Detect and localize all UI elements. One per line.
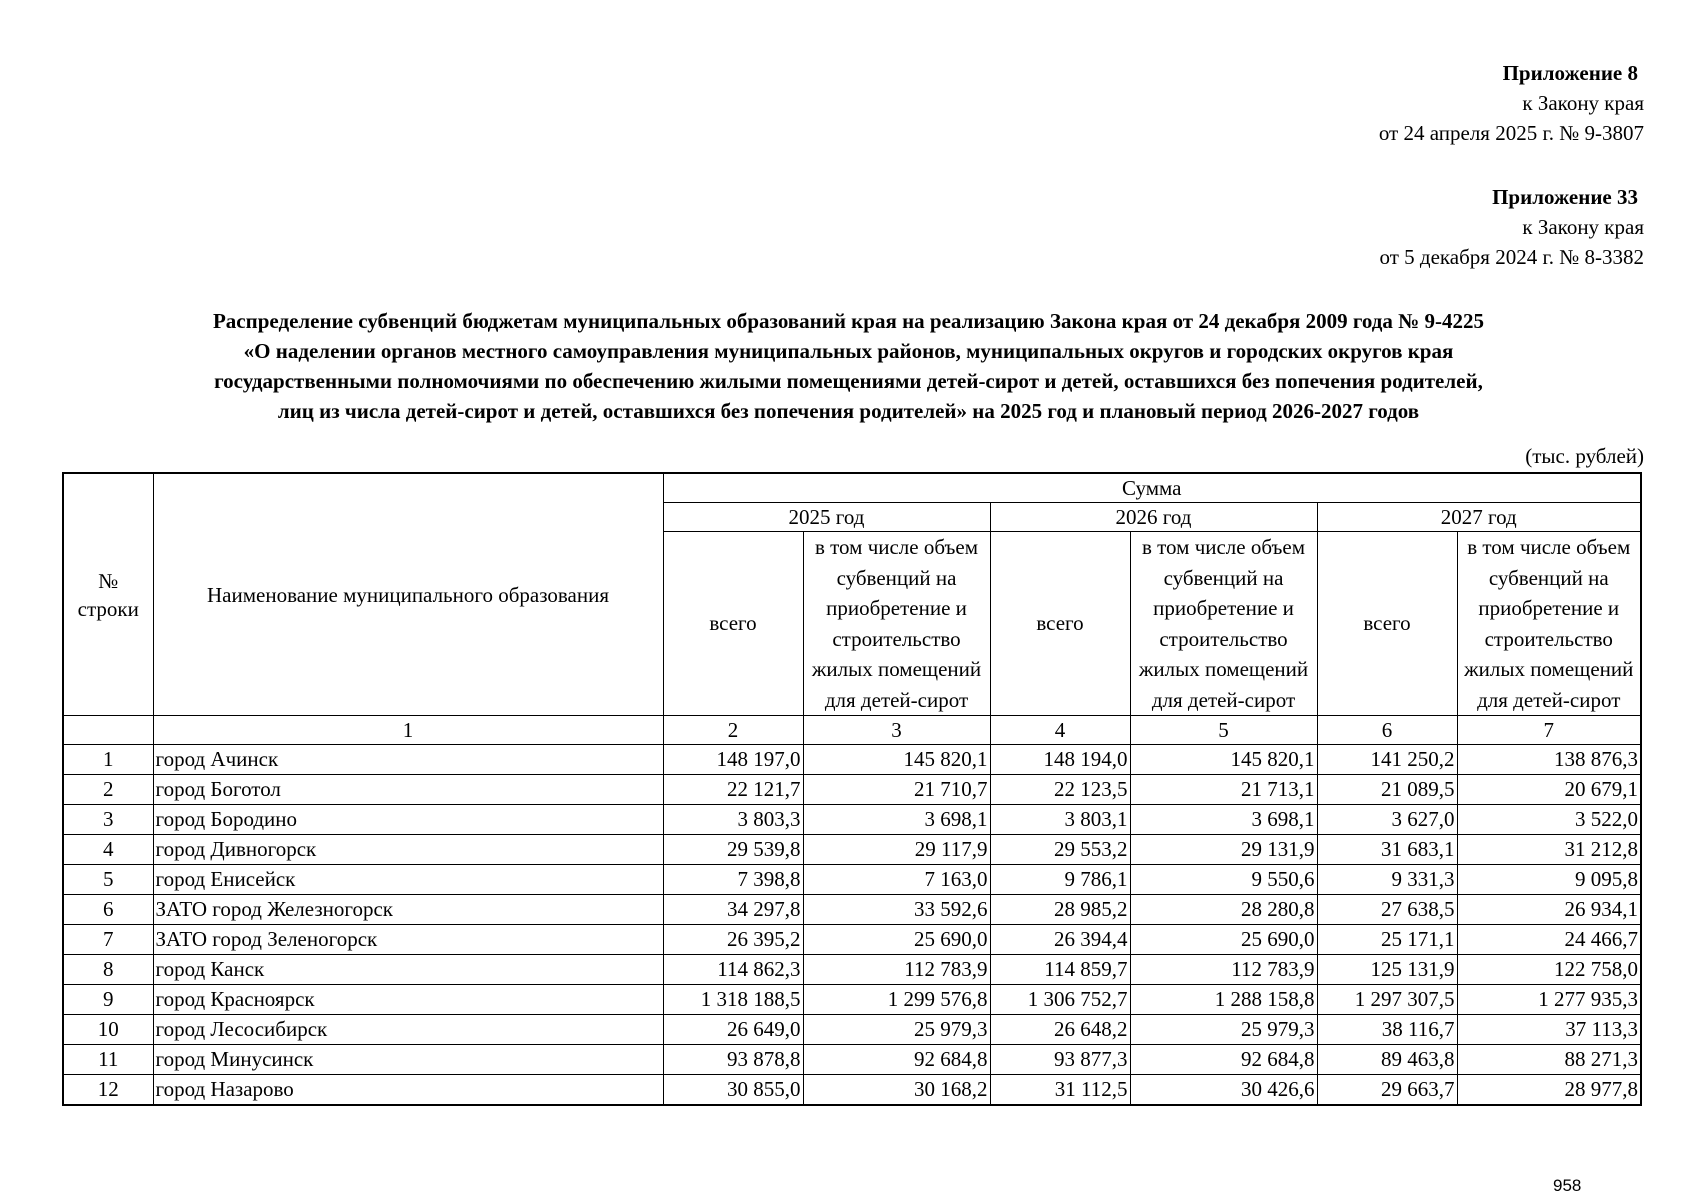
amount-cell: 145 820,1 [1130, 745, 1317, 775]
header-including-2025: в том числе объем субвенций на приобретение и строительство жилых помещений для детей-сирот [803, 532, 990, 716]
amount-cell: 21 089,5 [1317, 775, 1457, 805]
column-number-cell: 7 [1457, 716, 1641, 745]
municipality-name: город Ачинск [153, 745, 663, 775]
header-total-2027: всего [1317, 532, 1457, 716]
amount-cell: 38 116,7 [1317, 1015, 1457, 1045]
column-number-cell: 3 [803, 716, 990, 745]
amount-cell: 7 398,8 [663, 865, 803, 895]
amount-cell: 26 394,4 [990, 925, 1130, 955]
amount-cell: 1 297 307,5 [1317, 985, 1457, 1015]
amount-cell: 37 113,3 [1457, 1015, 1641, 1045]
table-row [63, 805, 1641, 835]
amount-cell: 145 820,1 [803, 745, 990, 775]
table-row [63, 1045, 1641, 1075]
amount-cell: 25 979,3 [1130, 1015, 1317, 1045]
amount-cell: 3 698,1 [803, 805, 990, 835]
amount-cell: 125 131,9 [1317, 955, 1457, 985]
amount-cell: 3 803,3 [663, 805, 803, 835]
amount-cell: 22 123,5 [990, 775, 1130, 805]
amount-cell: 114 859,7 [990, 955, 1130, 985]
amount-cell: 29 539,8 [663, 835, 803, 865]
amount-cell: 20 679,1 [1457, 775, 1641, 805]
header-year-2026: 2026 год [990, 503, 1317, 532]
amount-cell: 9 550,6 [1130, 865, 1317, 895]
title-line-3: государственными полномочиями по обеспечению жилыми помещениями детей-сирот и детей, оставшихся без попечения родителей, [214, 369, 1483, 393]
table-row [63, 895, 1641, 925]
row-number: 9 [63, 985, 153, 1015]
column-number-cell: 2 [663, 716, 803, 745]
amount-cell: 28 977,8 [1457, 1075, 1641, 1106]
row-number: 5 [63, 865, 153, 895]
column-number-row [63, 716, 1641, 745]
amount-cell: 25 690,0 [1130, 925, 1317, 955]
amount-cell: 31 683,1 [1317, 835, 1457, 865]
municipality-name: город Боготол [153, 775, 663, 805]
amount-cell: 1 299 576,8 [803, 985, 990, 1015]
amount-cell: 31 212,8 [1457, 835, 1641, 865]
row-number: 7 [63, 925, 153, 955]
municipality-name: город Дивногорск [153, 835, 663, 865]
row-number: 3 [63, 805, 153, 835]
header-total-2026: всего [990, 532, 1130, 716]
amount-cell: 1 318 188,5 [663, 985, 803, 1015]
amount-cell: 112 783,9 [803, 955, 990, 985]
row-number: 4 [63, 835, 153, 865]
municipality-name: город Канск [153, 955, 663, 985]
table-row [63, 865, 1641, 895]
column-number-blank [63, 716, 153, 745]
amount-cell: 29 117,9 [803, 835, 990, 865]
attachment-8-date: от 24 апреля 2025 г. № 9-3807 [1378, 121, 1644, 145]
municipality-name: ЗАТО город Зеленогорск [153, 925, 663, 955]
row-number: 1 [63, 745, 153, 775]
amount-cell: 29 131,9 [1130, 835, 1317, 865]
amount-cell: 26 934,1 [1457, 895, 1641, 925]
attachment-33-law: к Закону края [1522, 215, 1644, 239]
subvention-table [62, 472, 1642, 1106]
amount-cell: 27 638,5 [1317, 895, 1457, 925]
page-number: 958 [1553, 1176, 1582, 1195]
column-number-cell: 6 [1317, 716, 1457, 745]
amount-cell: 30 426,6 [1130, 1075, 1317, 1106]
table-row [63, 955, 1641, 985]
table-body [63, 745, 1641, 1106]
amount-cell: 22 121,7 [663, 775, 803, 805]
amount-cell: 9 786,1 [990, 865, 1130, 895]
amount-cell: 93 878,8 [663, 1045, 803, 1075]
amount-cell: 26 649,0 [663, 1015, 803, 1045]
amount-cell: 122 758,0 [1457, 955, 1641, 985]
amount-cell: 1 306 752,7 [990, 985, 1130, 1015]
amount-cell: 9 331,3 [1317, 865, 1457, 895]
attachment-33-date: от 5 декабря 2024 г. № 8-3382 [1379, 245, 1644, 269]
header-year-2025: 2025 год [663, 503, 990, 532]
amount-cell: 3 522,0 [1457, 805, 1641, 835]
header-including-2027: в том числе объем субвенций на приобретение и строительство жилых помещений для детей-сирот [1457, 532, 1641, 716]
table-row [63, 985, 1641, 1015]
amount-cell: 1 288 158,8 [1130, 985, 1317, 1015]
amount-cell: 31 112,5 [990, 1075, 1130, 1106]
amount-cell: 3 627,0 [1317, 805, 1457, 835]
municipality-name: город Минусинск [153, 1045, 663, 1075]
amount-cell: 1 277 935,3 [1457, 985, 1641, 1015]
attachment-8-title: Приложение 8 [1502, 61, 1638, 85]
amount-cell: 9 095,8 [1457, 865, 1641, 895]
amount-cell: 89 463,8 [1317, 1045, 1457, 1075]
table-row [63, 835, 1641, 865]
amount-cell: 114 862,3 [663, 955, 803, 985]
municipality-name: город Лесосибирск [153, 1015, 663, 1045]
amount-cell: 3 803,1 [990, 805, 1130, 835]
table-row [63, 1075, 1641, 1106]
table-row [63, 925, 1641, 955]
row-number: 2 [63, 775, 153, 805]
attachment-33-block [1380, 182, 1644, 272]
municipality-name: город Бородино [153, 805, 663, 835]
amount-cell: 30 855,0 [663, 1075, 803, 1106]
amount-cell: 24 466,7 [1457, 925, 1641, 955]
row-number: 10 [63, 1015, 153, 1045]
amount-cell: 93 877,3 [990, 1045, 1130, 1075]
header-sum: Сумма [663, 473, 1641, 503]
title-line-2: «О наделении органов местного самоуправления муниципальных районов, муниципальных округов и городских округов края [243, 339, 1454, 363]
units-label: (тыс. рублей) [1525, 444, 1644, 468]
amount-cell: 88 271,3 [1457, 1045, 1641, 1075]
table-row [63, 745, 1641, 775]
municipality-name: ЗАТО город Железногорск [153, 895, 663, 925]
municipality-name: город Красноярск [153, 985, 663, 1015]
title-line-4: лиц из числа детей-сирот и детей, оставшихся без попечения родителей» на 2025 год и плановый период 2026-2027 годов [277, 399, 1420, 423]
amount-cell: 7 163,0 [803, 865, 990, 895]
amount-cell: 25 171,1 [1317, 925, 1457, 955]
amount-cell: 29 553,2 [990, 835, 1130, 865]
amount-cell: 26 395,2 [663, 925, 803, 955]
amount-cell: 26 648,2 [990, 1015, 1130, 1045]
header-total-2025: всего [663, 532, 803, 716]
municipality-name: город Назарово [153, 1075, 663, 1106]
amount-cell: 30 168,2 [803, 1075, 990, 1106]
amount-cell: 28 985,2 [990, 895, 1130, 925]
attachment-33-title: Приложение 33 [1492, 185, 1638, 209]
amount-cell: 21 713,1 [1130, 775, 1317, 805]
header-row-number: № строки [63, 473, 153, 716]
amount-cell: 138 876,3 [1457, 745, 1641, 775]
attachment-8-block [1379, 58, 1644, 148]
column-number-cell: 1 [153, 716, 663, 745]
amount-cell: 25 690,0 [803, 925, 990, 955]
row-number: 12 [63, 1075, 153, 1106]
column-number-cell: 5 [1130, 716, 1317, 745]
amount-cell: 141 250,2 [1317, 745, 1457, 775]
document-title [60, 306, 1637, 426]
amount-cell: 21 710,7 [803, 775, 990, 805]
amount-cell: 112 783,9 [1130, 955, 1317, 985]
header-year-2027: 2027 год [1317, 503, 1641, 532]
amount-cell: 148 194,0 [990, 745, 1130, 775]
amount-cell: 28 280,8 [1130, 895, 1317, 925]
amount-cell: 29 663,7 [1317, 1075, 1457, 1106]
amount-cell: 33 592,6 [803, 895, 990, 925]
row-number: 6 [63, 895, 153, 925]
table-row [63, 775, 1641, 805]
title-line-1: Распределение субвенций бюджетам муниципальных образований края на реализацию Закона края от 24 декабря 2009 года № 9-4225 [212, 309, 1485, 333]
amount-cell: 92 684,8 [803, 1045, 990, 1075]
header-including-2026: в том числе объем субвенций на приобретение и строительство жилых помещений для детей-сирот [1130, 532, 1317, 716]
amount-cell: 34 297,8 [663, 895, 803, 925]
table-row [63, 1015, 1641, 1045]
amount-cell: 3 698,1 [1130, 805, 1317, 835]
amount-cell: 148 197,0 [663, 745, 803, 775]
row-number: 11 [63, 1045, 153, 1075]
row-number: 8 [63, 955, 153, 985]
municipality-name: город Енисейск [153, 865, 663, 895]
header-name: Наименование муниципального образования [153, 473, 663, 716]
column-number-cell: 4 [990, 716, 1130, 745]
amount-cell: 92 684,8 [1130, 1045, 1317, 1075]
amount-cell: 25 979,3 [803, 1015, 990, 1045]
attachment-8-law: к Закону края [1522, 91, 1644, 115]
